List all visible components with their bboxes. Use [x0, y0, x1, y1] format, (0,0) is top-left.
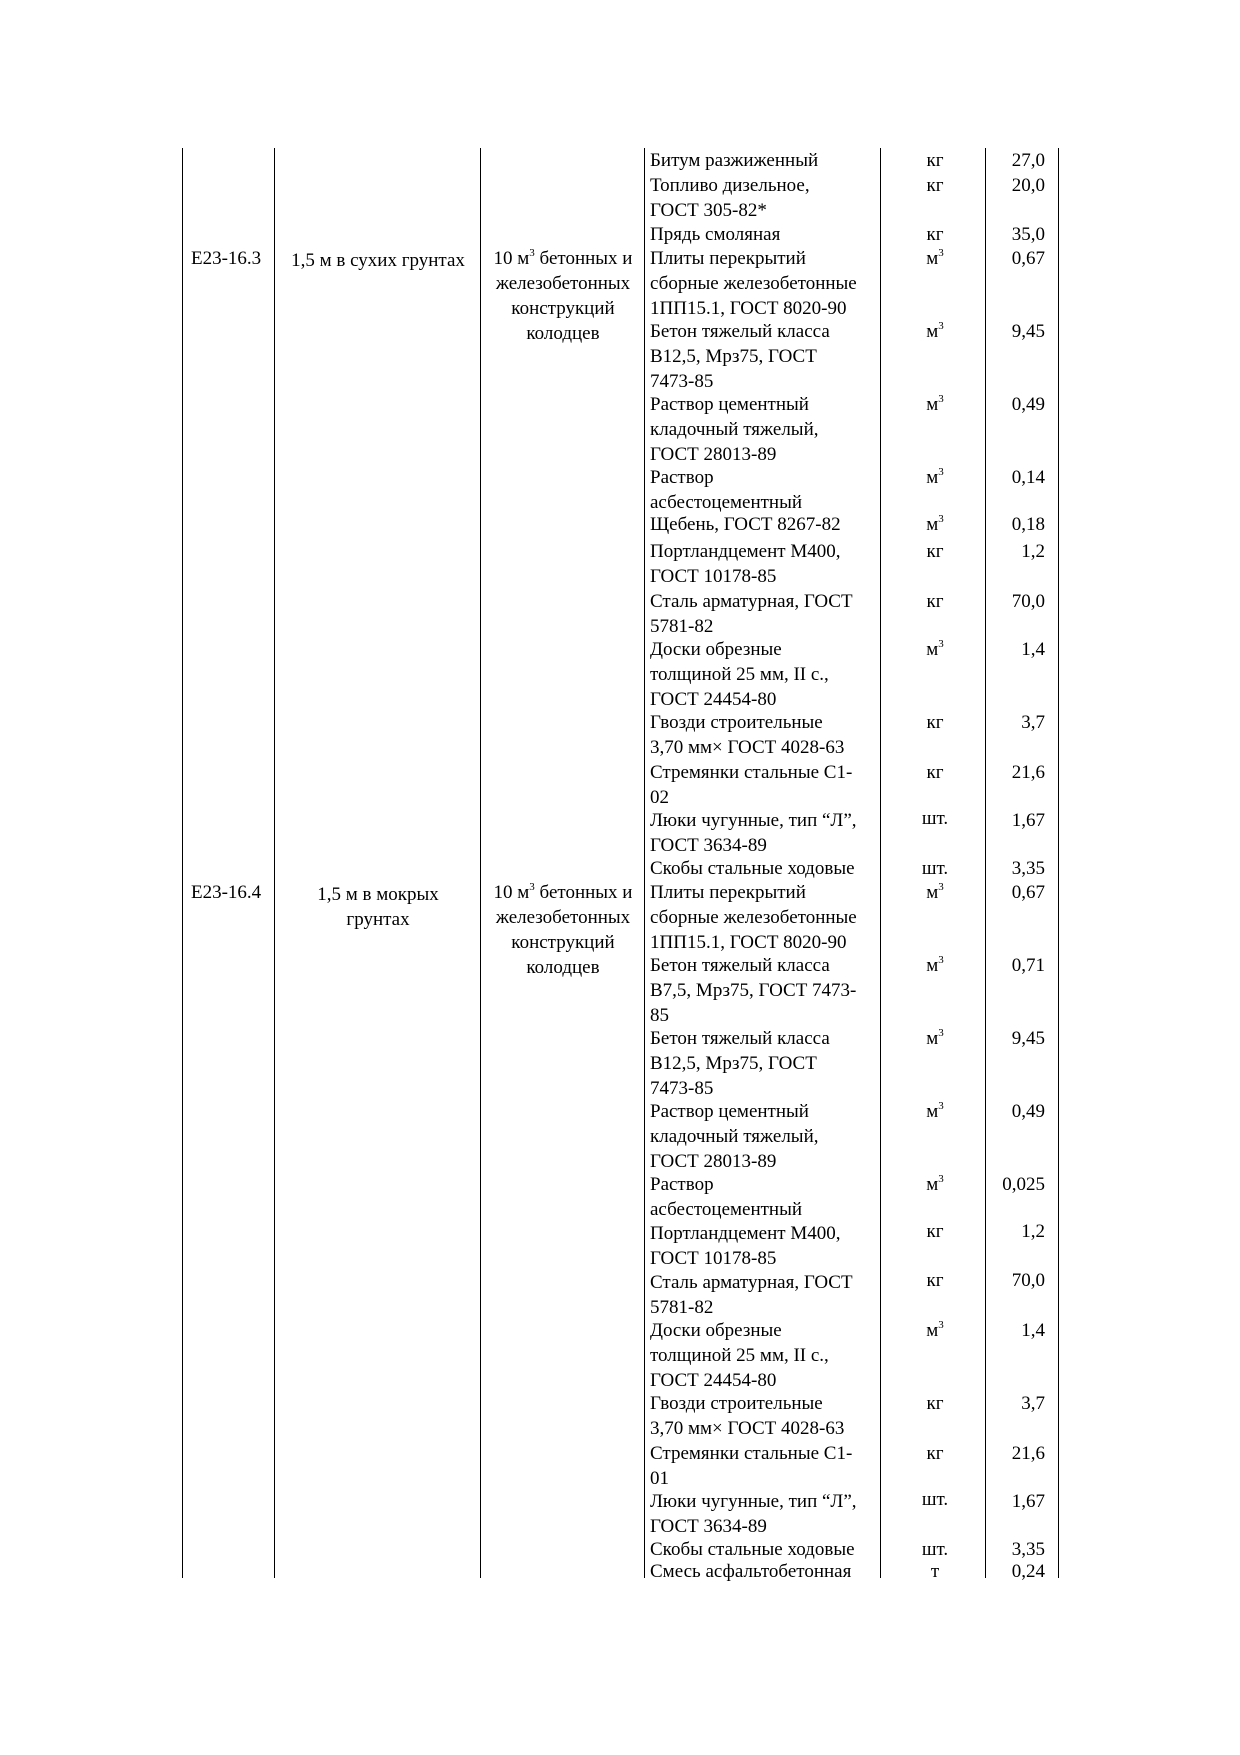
norm-measure-unit: 10 $м^3$ бетонных и	[493, 881, 633, 903]
quantity: 0,49	[1011, 394, 1045, 415]
material-name: ГОСТ 10178-85	[650, 1248, 777, 1269]
quantity: 27,0	[1011, 150, 1045, 171]
material-name: Раствор	[650, 467, 714, 488]
norm-measure-unit: колодцев	[526, 323, 600, 344]
unit-of-measure: кг	[926, 175, 944, 196]
quantity: 20,0	[1011, 175, 1045, 196]
material-name: В12,5, Мрз75, ГОСТ	[650, 346, 817, 367]
unit-of-measure: $м^3$	[926, 320, 944, 342]
material-name: кладочный тяжелый,	[650, 419, 819, 440]
material-name: Раствор цементный	[650, 1101, 809, 1122]
material-name: Доски обрезные	[650, 639, 782, 660]
unit-of-measure: $м^3$	[926, 1027, 944, 1049]
material-name: Топливо дизельное,	[650, 175, 810, 196]
quantity: 0,67	[1011, 248, 1045, 269]
unit-of-measure: $м^3$	[926, 1100, 944, 1122]
quantity: 0,025	[1002, 1174, 1045, 1195]
material-name: сборные железобетонные	[650, 273, 857, 294]
norm-description: 1,5 м в сухих грунтах	[291, 250, 465, 271]
unit-of-measure: кг	[926, 224, 944, 245]
material-name: Скобы стальные ходовые	[650, 858, 855, 879]
column-border	[274, 148, 275, 1578]
column-border	[644, 148, 645, 1578]
column-border	[880, 148, 881, 1578]
material-name: Раствор	[650, 1174, 714, 1195]
material-name: 7473-85	[650, 1078, 714, 1099]
material-name: ГОСТ 28013-89	[650, 1151, 777, 1172]
material-name: 7473-85	[650, 371, 714, 392]
unit-of-measure: $м^3$	[926, 954, 944, 976]
material-name: ГОСТ 305-82*	[650, 200, 767, 221]
material-name: Битум разжиженный	[650, 150, 819, 171]
quantity: 1,67	[1011, 810, 1045, 831]
quantity: 3,35	[1011, 858, 1045, 879]
material-name: Гвозди строительные	[650, 1393, 823, 1414]
material-name: 01	[650, 1468, 669, 1489]
material-name: ГОСТ 3634-89	[650, 1516, 767, 1537]
material-name: Люки чугунные, тип “Л”,	[650, 1491, 857, 1512]
quantity: 0,14	[1011, 467, 1045, 488]
quantity: 0,24	[1011, 1561, 1045, 1582]
norm-measure-unit: железобетонных	[495, 273, 631, 294]
material-name: Люки чугунные, тип “Л”,	[650, 810, 857, 831]
material-name: Бетон тяжелый класса	[650, 321, 830, 342]
quantity: 1,2	[1021, 541, 1045, 562]
quantity: 1,67	[1011, 1491, 1045, 1512]
material-name: ГОСТ 3634-89	[650, 835, 767, 856]
quantity: 21,6	[1011, 762, 1045, 783]
unit-of-measure: кг	[926, 591, 944, 612]
material-name: В12,5, Мрз75, ГОСТ	[650, 1053, 817, 1074]
norm-measure-unit: 10 $м^3$ бетонных и	[493, 247, 633, 269]
quantity: 3,35	[1011, 1539, 1045, 1560]
material-name: 5781-82	[650, 616, 714, 637]
material-name: ГОСТ 24454-80	[650, 689, 777, 710]
material-name: толщиной 25 мм, II с.,	[650, 1345, 829, 1366]
unit-of-measure: $м^3$	[926, 1319, 944, 1341]
unit-of-measure: $м^3$	[926, 1173, 944, 1195]
unit-of-measure: $м^3$	[926, 466, 944, 488]
unit-of-measure: кг	[926, 762, 944, 783]
material-name: Плиты перекрытий	[650, 248, 806, 269]
quantity: 0,49	[1011, 1101, 1045, 1122]
unit-of-measure: $м^3$	[926, 513, 944, 535]
column-border	[182, 148, 183, 1578]
material-name: ГОСТ 28013-89	[650, 444, 777, 465]
material-name: асбестоцементный	[650, 1199, 803, 1220]
material-name: 3,70 мм× ГОСТ 4028-63	[650, 1418, 845, 1439]
material-name: 5781-82	[650, 1297, 714, 1318]
quantity: 3,7	[1021, 712, 1045, 733]
unit-of-measure: шт.	[921, 858, 949, 879]
material-name: В7,5, Мрз75, ГОСТ 7473-	[650, 980, 857, 1001]
material-name: ГОСТ 10178-85	[650, 566, 777, 587]
material-name: 3,70 мм× ГОСТ 4028-63	[650, 737, 845, 758]
material-name: Доски обрезные	[650, 1320, 782, 1341]
material-name: Прядь смоляная	[650, 224, 781, 245]
material-name: 1ПП15.1, ГОСТ 8020-90	[650, 298, 847, 319]
column-border	[1058, 148, 1059, 1578]
material-name: Портландцемент М400,	[650, 541, 841, 562]
quantity: 0,67	[1011, 882, 1045, 903]
material-name: Стремянки стальные С1-	[650, 1443, 853, 1464]
norm-description: грунтах	[346, 909, 410, 930]
unit-of-measure: т	[930, 1561, 940, 1582]
material-name: асбестоцементный	[650, 492, 803, 513]
unit-of-measure: кг	[926, 1270, 944, 1291]
quantity: 0,71	[1011, 955, 1045, 976]
quantity: 9,45	[1011, 321, 1045, 342]
unit-of-measure: кг	[926, 541, 944, 562]
quantity: 1,4	[1021, 639, 1045, 660]
quantity: 70,0	[1011, 591, 1045, 612]
material-name: Сталь арматурная, ГОСТ	[650, 1272, 853, 1293]
unit-of-measure: кг	[926, 1393, 944, 1414]
material-name: 85	[650, 1005, 669, 1026]
unit-of-measure: кг	[926, 1443, 944, 1464]
unit-of-measure: шт.	[921, 808, 949, 829]
norm-measure-unit: конструкций	[511, 932, 615, 953]
material-name: Щебень, ГОСТ 8267-82	[650, 514, 841, 535]
norm-code: Е23-16.3	[191, 248, 262, 269]
unit-of-measure: кг	[926, 1221, 944, 1242]
unit-of-measure: $м^3$	[926, 881, 944, 903]
unit-of-measure: кг	[926, 712, 944, 733]
material-name: Раствор цементный	[650, 394, 809, 415]
material-name: Бетон тяжелый класса	[650, 1028, 830, 1049]
unit-of-measure: шт.	[921, 1489, 949, 1510]
quantity: 3,7	[1021, 1393, 1045, 1414]
quantity: 35,0	[1011, 224, 1045, 245]
quantity: 1,4	[1021, 1320, 1045, 1341]
unit-of-measure: шт.	[921, 1539, 949, 1560]
material-name: Скобы стальные ходовые	[650, 1539, 855, 1560]
material-name: 02	[650, 787, 669, 808]
norm-description: 1,5 м в мокрых	[317, 884, 439, 905]
norm-code: Е23-16.4	[191, 882, 262, 903]
material-name: Гвозди строительные	[650, 712, 823, 733]
norm-measure-unit: конструкций	[511, 298, 615, 319]
material-name: кладочный тяжелый,	[650, 1126, 819, 1147]
material-name: Плиты перекрытий	[650, 882, 806, 903]
quantity: 70,0	[1011, 1270, 1045, 1291]
unit-of-measure: $м^3$	[926, 638, 944, 660]
material-name: ГОСТ 24454-80	[650, 1370, 777, 1391]
material-name: сборные железобетонные	[650, 907, 857, 928]
material-name: Портландцемент М400,	[650, 1223, 841, 1244]
quantity: 21,6	[1011, 1443, 1045, 1464]
material-name: Бетон тяжелый класса	[650, 955, 830, 976]
material-name: Смесь асфальтобетонная	[650, 1561, 852, 1582]
material-name: Стремянки стальные С1-	[650, 762, 853, 783]
unit-of-measure: $м^3$	[926, 247, 944, 269]
quantity: 0,18	[1011, 514, 1045, 535]
norm-measure-unit: железобетонных	[495, 907, 631, 928]
material-name: 1ПП15.1, ГОСТ 8020-90	[650, 932, 847, 953]
quantity: 1,2	[1021, 1221, 1045, 1242]
column-border	[480, 148, 481, 1578]
unit-of-measure: кг	[926, 150, 944, 171]
material-name: толщиной 25 мм, II с.,	[650, 664, 829, 685]
unit-of-measure: $м^3$	[926, 393, 944, 415]
norm-measure-unit: колодцев	[526, 957, 600, 978]
quantity: 9,45	[1011, 1028, 1045, 1049]
material-name: Сталь арматурная, ГОСТ	[650, 591, 853, 612]
